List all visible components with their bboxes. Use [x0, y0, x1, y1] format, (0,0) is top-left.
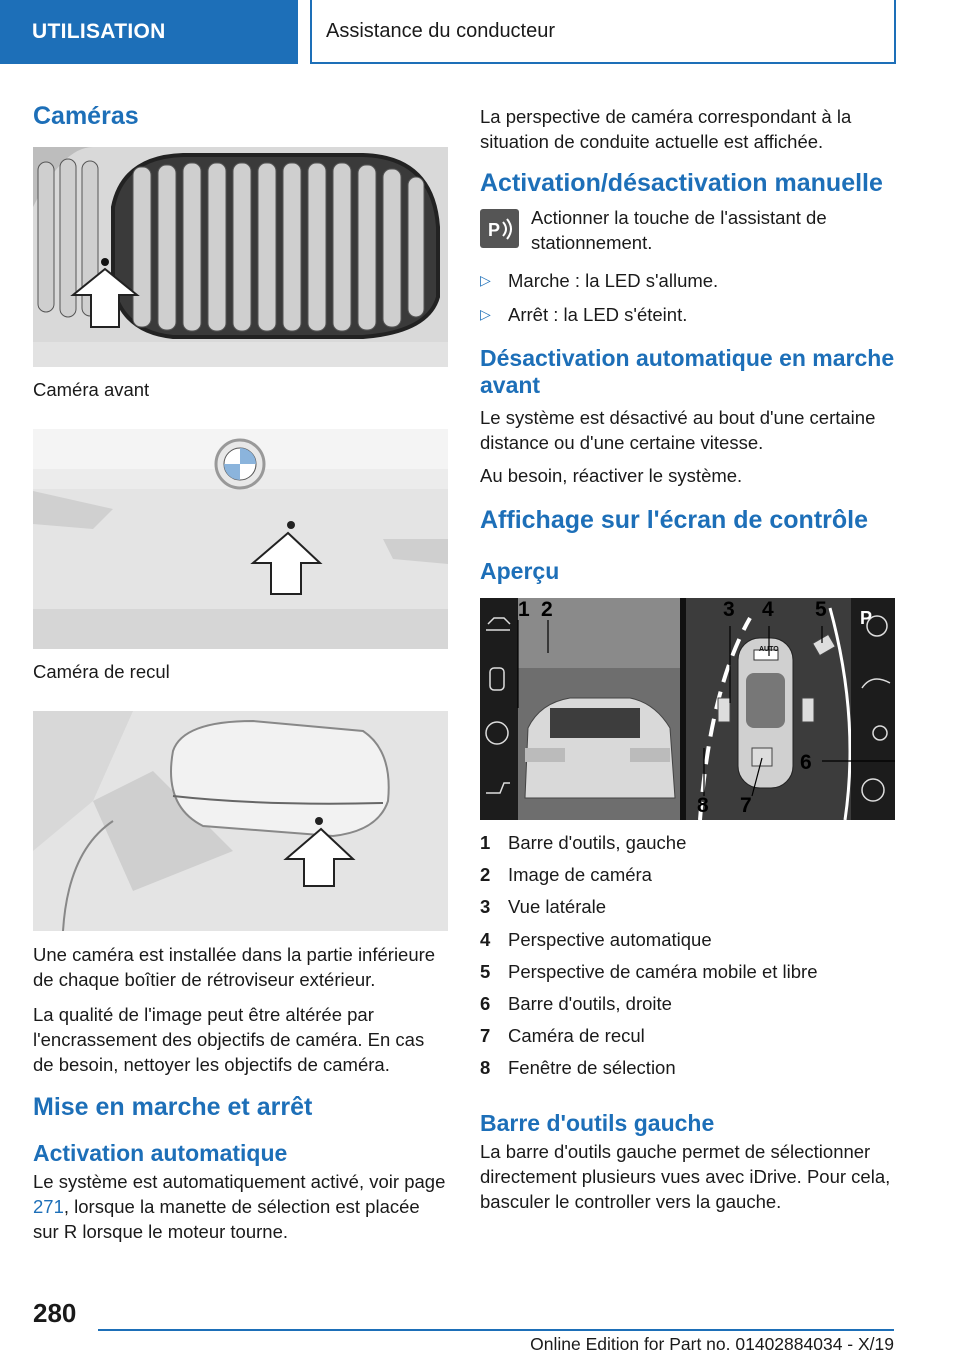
- rear-camera-caption: Caméra de recul: [33, 661, 170, 682]
- screen-label-4: 4: [762, 598, 774, 621]
- legend-list: [480, 832, 896, 1090]
- screen-label-1: 1: [518, 598, 530, 621]
- page-number: 280: [33, 1298, 77, 1328]
- legend-number: 6: [480, 992, 491, 1014]
- legend-text: Caméra de recul: [508, 1025, 645, 1047]
- bullet-text: Arrêt : la LED s'éteint.: [508, 304, 688, 325]
- legend-item: [480, 929, 896, 961]
- camera-quality-text: La qualité de l'image peut être altérée par l'encrassement des objectifs de caméra. En cas de besoin, nettoyer les objectifs de caméra.: [33, 1004, 425, 1075]
- svg-text:P: P: [487, 219, 500, 240]
- legend-text: Barre d'outils, droite: [508, 992, 672, 1014]
- parking-assistant-icon[interactable]: [480, 209, 519, 248]
- heading-left-toolbar: Barre d'outils gauche: [480, 1109, 715, 1136]
- legend-item: [480, 1025, 896, 1057]
- screen-label-7: 7: [740, 794, 752, 817]
- heading-on-off: Mise en marche et arrêt: [33, 1093, 313, 1121]
- legend-number: 1: [480, 832, 491, 853]
- screen-label-8: 8: [697, 794, 709, 817]
- heading-manual: Activation/désactivation manuelle: [480, 169, 883, 197]
- footer-edition: Online Edition for Part no. 01402884034 - X/19: [530, 1334, 894, 1354]
- front-camera-caption: Caméra avant: [33, 379, 150, 400]
- section-tab[interactable]: UTILISATION: [0, 0, 298, 64]
- auto-activation-text: [33, 1169, 448, 1244]
- section-title-cameras: Caméras: [33, 102, 139, 130]
- rear-camera-figure: [33, 429, 448, 649]
- heading-overview: Aperçu: [480, 558, 560, 584]
- legend-number: 2: [480, 864, 491, 886]
- heading-auto-deactivation: Désactivation automatique en marche avant: [480, 345, 895, 398]
- right-column: [480, 100, 896, 1214]
- legend-number: 4: [480, 928, 491, 950]
- legend-text: Barre d'outils, gauche: [508, 832, 687, 853]
- legend-text: Image de caméra: [508, 864, 652, 886]
- heading-auto-activation: Activation automatique: [33, 1140, 288, 1166]
- bullet-list: [480, 268, 896, 327]
- mirror-camera-figure: [33, 711, 448, 931]
- screen-label-5: 5: [815, 598, 827, 621]
- legend-text: Perspective de caméra mobile et libre: [508, 960, 818, 982]
- footer-divider: [98, 1329, 894, 1331]
- deactivation-text: Le système est désactivé au bout d'une certaine distance ou d'une certaine vitesse.: [480, 407, 876, 453]
- legend-number: 3: [480, 896, 491, 918]
- legend-text: Vue latérale: [508, 896, 607, 918]
- screen-label-3: 3: [723, 598, 735, 621]
- legend-number: 7: [480, 1025, 491, 1047]
- bullet-triangle-icon: ▷: [480, 272, 491, 288]
- mirror-camera-text: Une caméra est installée dans la partie inférieure de chaque boîtier de rétroviseur extérieur.: [33, 944, 436, 990]
- left-column: [33, 100, 448, 1244]
- legend-item: [480, 864, 896, 896]
- legend-text: Perspective automatique: [508, 928, 712, 950]
- parking-assistant-row: [480, 206, 896, 255]
- legend-text: Fenêtre de sélection: [508, 1057, 676, 1079]
- bullet-item: [480, 268, 896, 293]
- chapter-tab[interactable]: Assistance du conducteur: [310, 0, 896, 64]
- bullet-triangle-icon: ▷: [480, 306, 491, 322]
- front-camera-figure: [33, 147, 448, 367]
- legend-item: [480, 993, 896, 1025]
- screen-label-2: 2: [541, 598, 553, 621]
- bullet-text: Marche : la LED s'allume.: [508, 270, 719, 291]
- perspective-text: La perspective de caméra correspondant à la situation de conduite actuelle est affichée.: [480, 106, 852, 152]
- screen-auto-label: AUTO: [759, 646, 779, 653]
- page-link[interactable]: 271: [33, 1196, 64, 1217]
- legend-item: [480, 1057, 896, 1089]
- page-header: [0, 0, 960, 66]
- svg-text:P: P: [860, 608, 873, 628]
- legend-number: 5: [480, 960, 491, 982]
- control-screen-figure: [480, 598, 895, 820]
- left-toolbar-text: La barre d'outils gauche permet de sélectionner directement plusieurs vues avec iDrive. Pour cela, basculer le controller vers la gauche.: [480, 1140, 891, 1212]
- heading-display: Affichage sur l'écran de contrôle: [480, 506, 868, 534]
- reactivate-text: Au besoin, réactiver le système.: [480, 465, 743, 486]
- auto-activation-text-1: Le système est automatiquement activé, voir page: [33, 1171, 446, 1192]
- bullet-item: [480, 302, 896, 327]
- screen-label-6: 6: [800, 751, 812, 774]
- legend-item: [480, 961, 896, 993]
- legend-number: 8: [480, 1057, 491, 1079]
- auto-activation-text-2: , lorsque la manette de sélection est placée sur R lorsque le moteur tourne.: [33, 1196, 420, 1242]
- legend-item: [480, 832, 896, 864]
- manual-activation-text: Actionner la touche de l'assistant de stationnement.: [531, 207, 827, 253]
- legend-item: [480, 896, 896, 928]
